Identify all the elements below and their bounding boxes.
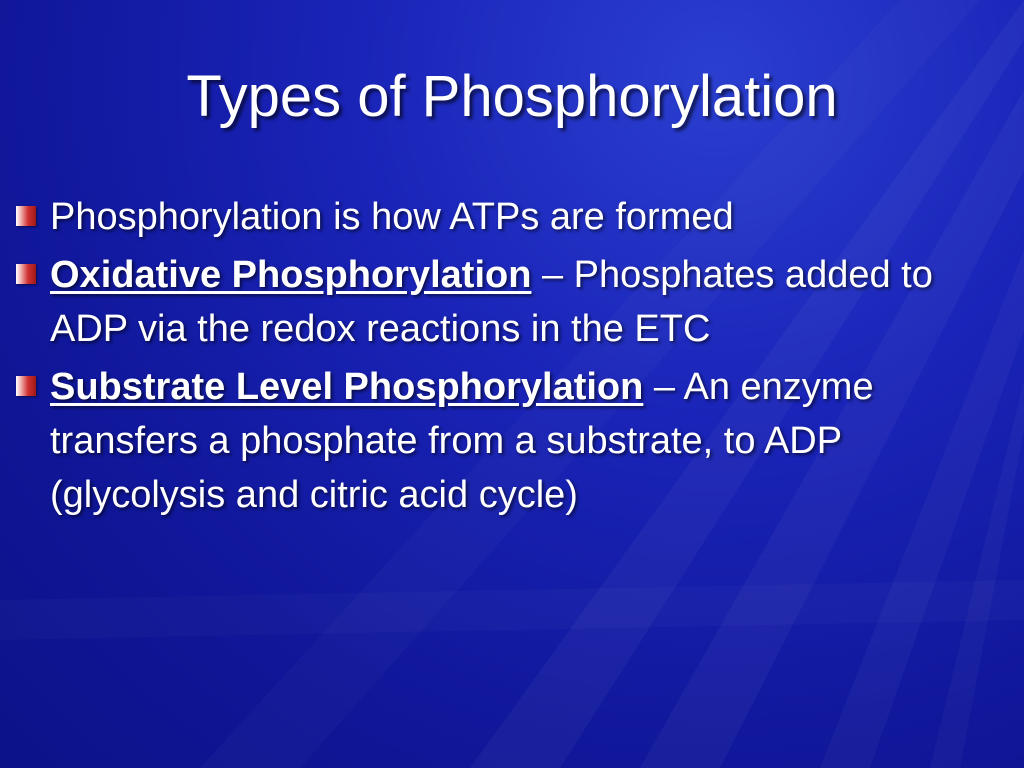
square-bullet-icon — [16, 206, 36, 226]
bullet-item — [16, 190, 1016, 244]
bullet-text: – An enzyme transfers a phosphate from a substrate, to ADP (glycolysis and citric acid cycle) — [50, 366, 874, 516]
bullet-text: Phosphorylation is how ATPs are formed — [50, 196, 734, 238]
bullet-term: Oxidative Phosphorylation — [50, 254, 532, 296]
bullet-list — [16, 190, 1016, 526]
bullet-item — [16, 248, 1016, 356]
square-bullet-icon — [16, 264, 36, 284]
bullet-item — [16, 360, 1016, 522]
bullet-term: Substrate Level Phosphorylation — [50, 366, 644, 408]
square-bullet-icon — [16, 376, 36, 396]
slide-title: Types of Phosphorylation — [186, 64, 838, 129]
bullet-text: – Phosphates added to ADP via the redox reactions in the ETC — [50, 254, 933, 350]
